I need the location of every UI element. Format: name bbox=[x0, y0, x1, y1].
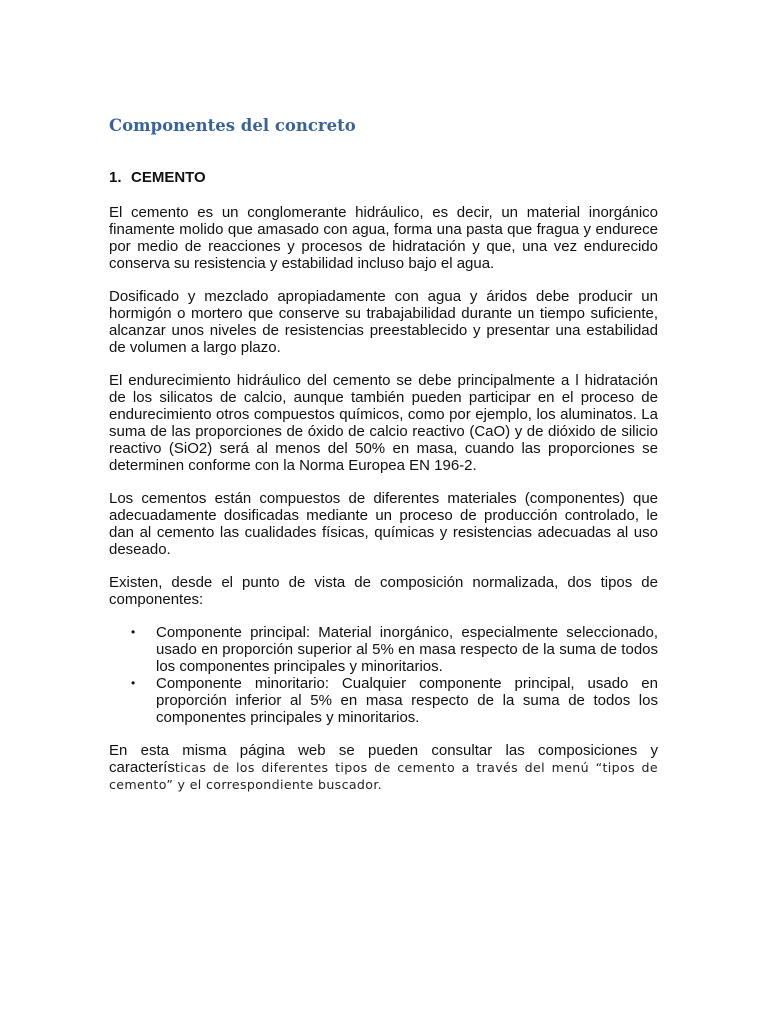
paragraph-dosage: Dosificado y mezclado apropiadamente con agua y áridos debe producir un hormigón o mortero que conserve su trabajabilidad durante un tiempo suficiente, alcanzar unos niveles de resistencias preestablecido y presentar una estabilidad de volumen a largo plazo. bbox=[109, 288, 658, 356]
paragraph-composition: Los cementos están compuestos de diferentes materiales (componentes) que adecuadamente dosificadas mediante un proceso de producción controlado, le dan al cemento las cualidades físicas, químicas y resistencias adecuadas al uso deseado. bbox=[109, 490, 658, 558]
paragraph-hardening: El endurecimiento hidráulico del cemento se debe principalmente a l hidratación de los silicatos de calcio, aunque también pueden participar en el proceso de endurecimiento otros compuestos químicos, como por ejemplo, los aluminatos. La suma de las proporciones de óxido de calcio reactivo (CaO) y de dióxido de silicio reactivo (SiO2) será al menos del 50% en masa, cuando las proporciones se determinen conforme con la Norma Europea EN 196-2. bbox=[109, 372, 658, 474]
closing-text-continued: ticas de los diferentes tipos de cemento a través del menú “tipos de cemento” y el correspondiente buscador. bbox=[109, 760, 658, 792]
section-heading bbox=[109, 169, 206, 186]
list-item-minoritario bbox=[131, 675, 658, 726]
list-item-principal bbox=[131, 624, 658, 675]
list-item-text: Componente minoritario: Cualquier componente principal, usado en proporción inferior al 5% en masa respecto de la suma de todos los componentes principales y minoritarios. bbox=[156, 675, 658, 726]
section-number: 1. bbox=[109, 169, 122, 186]
list-item-text: Componente principal: Material inorgánico, especialmente seleccionado, usado en proporción superior al 5% en masa respecto de la suma de todos los componentes principales y minoritarios. bbox=[156, 624, 658, 675]
paragraph-closing bbox=[109, 742, 658, 793]
section-title: CEMENTO bbox=[131, 169, 206, 186]
bullet-icon: • bbox=[131, 676, 136, 690]
document-title: Componentes del concreto bbox=[109, 116, 356, 135]
bullet-icon: • bbox=[131, 625, 136, 639]
paragraph-definition: El cemento es un conglomerante hidráulico, es decir, un material inorgánico finamente molido que amasado con agua, forma una pasta que fragua y endurece por medio de reacciones y procesos de hidratación y que, una vez endurecido conserva su resistencia y estabilidad incluso bajo el agua. bbox=[109, 204, 658, 272]
document-body bbox=[109, 204, 658, 809]
closing-text: En esta misma página web se pueden consultar las composiciones y caracterís bbox=[109, 742, 658, 776]
paragraph-component-types: Existen, desde el punto de vista de composición normalizada, dos tipos de componentes: bbox=[109, 574, 658, 608]
component-list bbox=[109, 624, 658, 726]
